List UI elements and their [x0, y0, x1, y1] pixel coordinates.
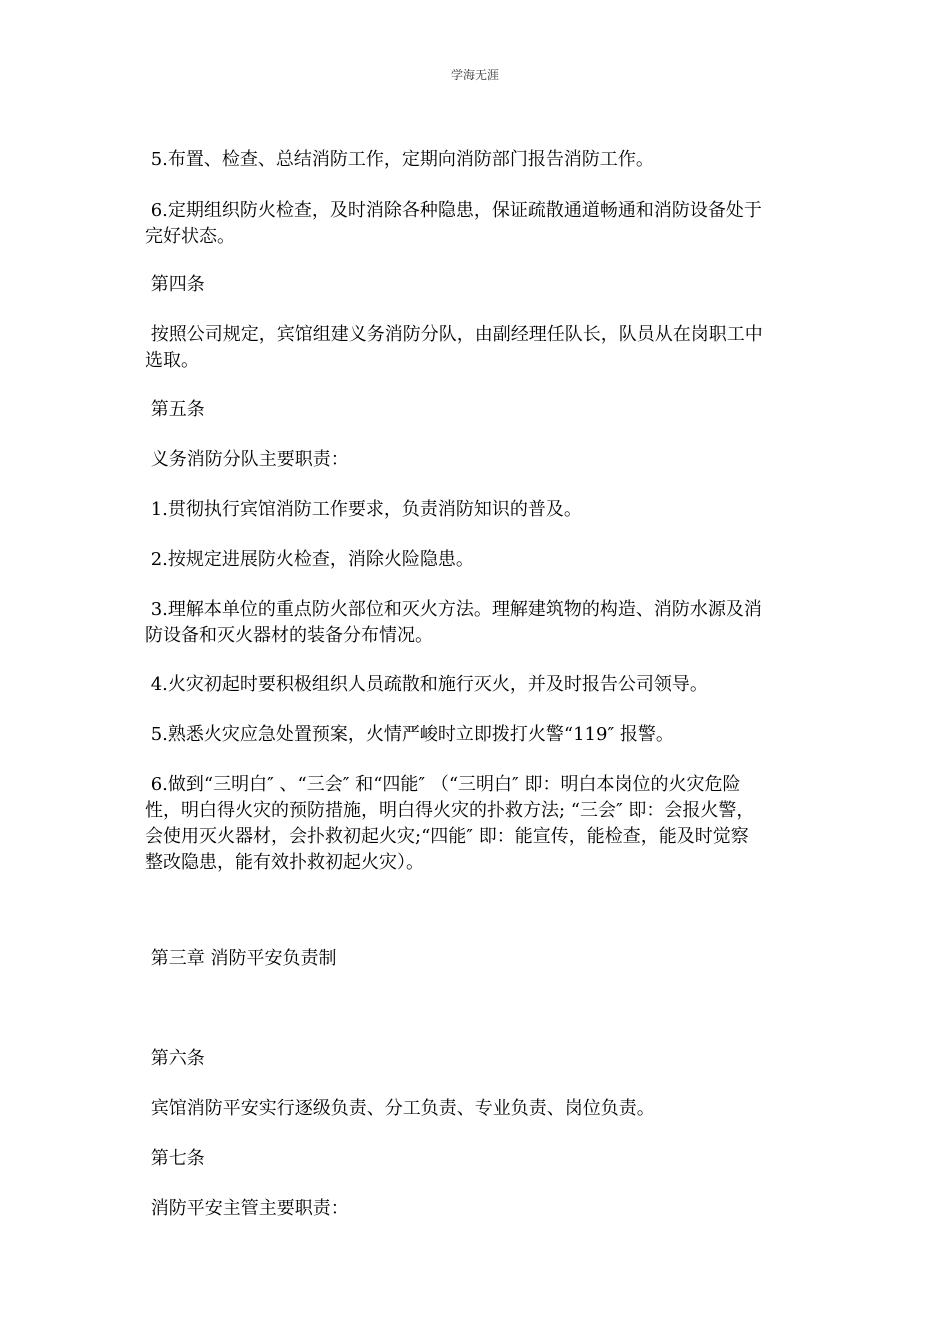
chapter-3-heading: 第三章 消防平安负责制 — [145, 948, 337, 969]
duty-item-5: 5.布置、检查、总结消防工作，定期向消防部门报告消防工作。 — [145, 149, 654, 170]
duty-item-6: 6.定期组织防火检查，及时消除各种隐患，保证疏散通道畅通和消防设备处于 完好状态。 — [145, 200, 762, 247]
article-5-intro: 义务消防分队主要职责： — [145, 449, 349, 470]
article-5-heading: 第五条 — [145, 399, 205, 420]
page-header: 学海无涯 — [450, 68, 499, 82]
team-duty-4: 4.火灾初起时要积极组织人员疏散和施行灭火，并及时报告公司领导。 — [145, 674, 708, 695]
article-6-body: 宾馆消防平安实行逐级负责、分工负责、专业负责、岗位负责。 — [145, 1098, 655, 1119]
article-4-heading: 第四条 — [145, 274, 205, 295]
team-duty-6: 6.做到“三明白″ 、“三会″ 和“四能″ （“三明白″ 即：明白本岗位的火灾危险 性，明白得火灾的预防措施，明白得火灾的扑救方法; “三会″ 即：会报火警， 会使用灭火器材，会扑救初起火灾;“四能″ 即：能宣传，能检查，能及时觉察 整改隐患，能有效扑救初起火灾）。 — [145, 774, 755, 873]
team-duty-1: 1.贯彻执行宾馆消防工作要求，负责消防知识的普及。 — [145, 499, 582, 520]
article-6-heading: 第六条 — [145, 1048, 205, 1069]
article-7-heading: 第七条 — [145, 1148, 205, 1169]
article-4-body: 按照公司规定，宾馆组建义务消防分队，由副经理任队长，队员从在岗职工中 选取。 — [145, 324, 763, 371]
article-7-intro: 消防平安主管主要职责： — [145, 1198, 349, 1219]
team-duty-5: 5.熟悉火灾应急处置预案，火情严峻时立即拨打火警“119″ 报警。 — [145, 724, 674, 745]
team-duty-3: 3.理解本单位的重点防火部位和灭火方法。理解建筑物的构造、消防水源及消 防设备和灭火器材的装备分布情况。 — [145, 599, 762, 646]
team-duty-2: 2.按规定进展防火检查，消除火险隐患。 — [145, 549, 474, 570]
